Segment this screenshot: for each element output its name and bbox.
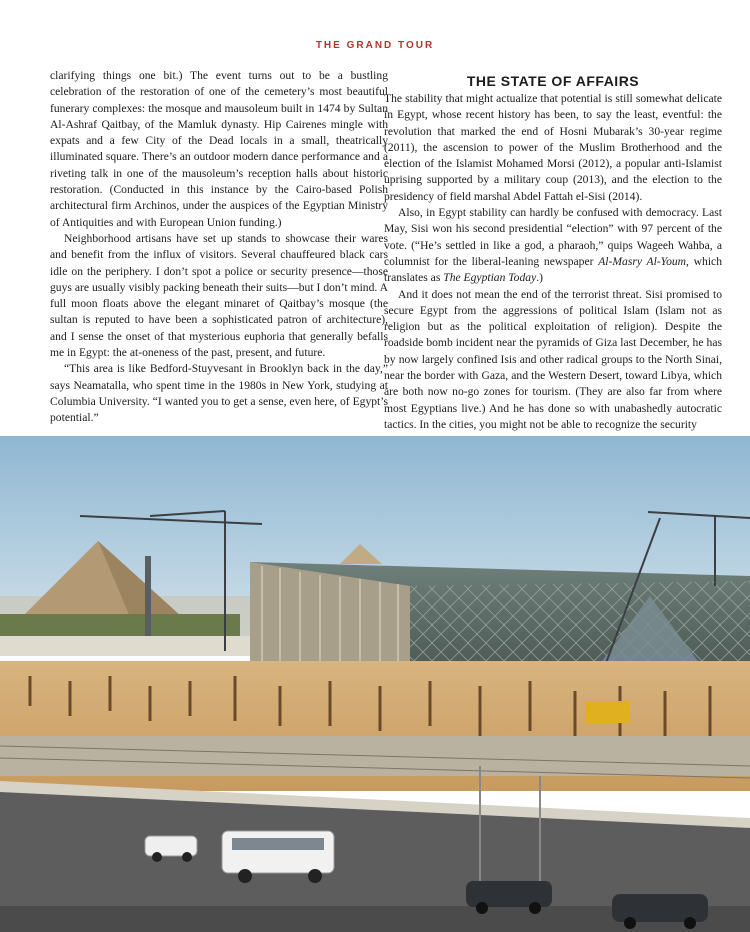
left-paragraph-2: Neighborhood artisans have set up stands to showcase their wares and benefit from the influx of visitors. Several chauffeured black cars idle on the periphery. I don’t spot a police or security presence—those guys are usually visibly packing beneath their suits—but I don’t mind. A full moon floats above the elegant minaret of Qaitbay’s mosque (the sultan is reputed to have been a sophisticated patron of architecture), and I sense the onset of that mysterious euphoria that generally befalls me in Egypt: the at-oneness of the past, present, and future.: [50, 231, 388, 360]
newspaper-translation: The Egyptian Today: [443, 271, 537, 285]
right-column: [384, 72, 722, 433]
right-paragraph-1: The stability that might actualize that potential is still somewhat delicate in Egypt, whose recent history has been, to say the least, eventful: the revolution that marked the end of Hosni Mubarak’s 30-year regime (2011), the ascension to power of the Muslim Brotherhood and the election of the Islamist Mohamed Morsi (2012), a popular anti-Islamist uprising supported by a military coup (2013), and the election to the presidency of field marshal Abdel Fattah el-Sisi (2014).: [384, 92, 722, 203]
right-paragraph-2-text-c: .): [536, 271, 543, 285]
right-paragraph-2: [384, 205, 722, 286]
left-paragraph-1: clarifying things one bit.) The event turns out to be a bustling celebration of the restoration of one of the cemetery’s most beautiful funerary complexes: the mosque and mausoleum built in 1474 by Sultan Al-Ashraf Qaitbay, of the Mamluk dynasty. Hip Cairenes mingle with expats and a few City of the Dead locals in a small, theatrically illuminated square. There’s an outdoor modern dance performance and a riveting talk in one of the mausoleum’s reception halls about historic restoration. (Conducted in this instance by the Cairo-based Polish architectural firm Archinos, under the auspices of the Egyptian Ministry of Antiquities and with European Union funding.): [50, 69, 388, 229]
left-paragraph-3: “This area is like Bedford-Stuyvesant in Brooklyn back in the day,” says Neamatalla, who spent time in the 1980s in New York, studying at Columbia University. “I wanted you to get a sense, even here, of Egypt’s potential.”: [50, 362, 388, 425]
right-paragraph-2-text-a: Also, in Egypt stability can hardly be confused with democracy. Last May, Sisi won his second presidential “election” with 97 percent of the vote. (“He’s settled in like a god, a pharaoh,” quips Wageeh Wahba, a columnist for the liberal-leaning newspaper: [384, 206, 722, 268]
right-paragraph-2-text-b: , which translates as: [384, 254, 723, 285]
right-paragraph-3: And it does not mean the end of the terrorist threat. Sisi promised to secure Egypt from the aggressions of political Islam (Islam not as religion but as the political exploitation of religion). Despite the roadside bomb incident near the pyramids of Giza last December, he has by now largely confined Isis and other radical groups to the North Sinai, near the border with Gaza, and the Western Desert, toward Libya, which are both now no-go zones for tourism. (They are also far from where most Egyptians live.) And he has done so with unabashedly autocratic tactics. In the cities, you might not be able to recognize the security: [384, 287, 722, 431]
left-column: [50, 68, 388, 427]
construction-site-photo: [0, 436, 750, 932]
section-title: THE STATE OF AFFAIRS: [466, 73, 640, 89]
running-head: THE GRAND TOUR: [315, 40, 435, 51]
newspaper-name: Al-Masry Al-Youm: [598, 254, 687, 268]
